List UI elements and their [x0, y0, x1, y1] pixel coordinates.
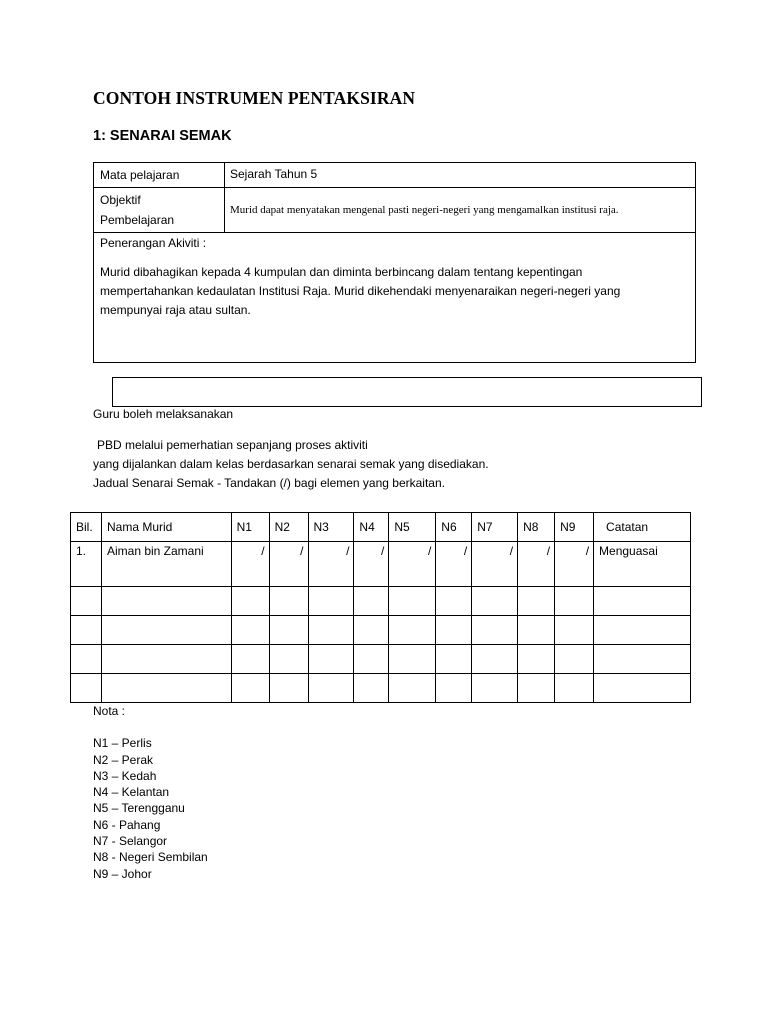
header-n5: N5 [389, 513, 436, 542]
note-item: N9 – Johor [93, 866, 152, 881]
row-catatan: Menguasai [594, 542, 691, 587]
notes-heading: Nota : [93, 704, 126, 718]
paragraph-class: yang dijalankan dalam kelas berdasarkan senarai semak yang disediakan. [93, 457, 489, 471]
activity-row [94, 233, 696, 363]
row-mark-n5: / [389, 542, 436, 587]
row-mark-n1: / [231, 542, 269, 587]
row-mark-n2: / [269, 542, 308, 587]
note-item: N1 – Perlis [93, 736, 152, 751]
row-mark-n7: / [472, 542, 518, 587]
header-n7: N7 [472, 513, 518, 542]
note-item: N4 – Kelantan [93, 785, 170, 800]
section-title: 1: SENARAI SEMAK [93, 128, 232, 144]
header-n2: N2 [269, 513, 308, 542]
page-title: CONTOH INSTRUMEN PENTAKSIRAN [93, 88, 416, 108]
header-name: Nama Murid [101, 513, 231, 542]
row-mark-n9: / [555, 542, 594, 587]
row-mark-n3: / [308, 542, 354, 587]
activity-text-line2: mempertahankan kedaulatan Institusi Raja. Murid dikehendaki menyenaraikan negeri-negeri yang [100, 284, 621, 298]
objective-value: Murid dapat menyatakan mengenal pasti negeri-negeri yang mengamalkan institusi raja. [225, 188, 696, 233]
paragraph-instruction: Jadual Senarai Semak - Tandakan (/) bagi elemen yang berkaitan. [93, 476, 445, 490]
paragraph-pbd: PBD melalui pemerhatian sepanjang proses aktiviti [97, 438, 368, 452]
table-header-row [71, 513, 691, 542]
header-n4: N4 [354, 513, 389, 542]
subject-row [94, 163, 696, 188]
activity-text [100, 263, 689, 320]
note-item: N5 – Terengganu [93, 801, 185, 816]
row-bil: 1. [71, 542, 102, 587]
header-n9: N9 [555, 513, 594, 542]
activity-cell [94, 233, 696, 363]
table-row-empty [71, 674, 691, 703]
activity-label: Penerangan Akiviti : [100, 236, 207, 250]
row-mark-n4: / [354, 542, 389, 587]
checklist-table [70, 512, 691, 703]
table-row [71, 542, 691, 587]
activity-text-line1: Murid dibahagikan kepada 4 kumpulan dan diminta berbincang dalam tentang kepentingan [100, 265, 583, 279]
row-mark-n8: / [518, 542, 555, 587]
empty-box [112, 377, 702, 407]
table-row-empty [71, 645, 691, 674]
note-item: N7 - Selangor [93, 834, 168, 849]
header-n6: N6 [436, 513, 472, 542]
paragraph-guru: Guru boleh melaksanakan [93, 407, 234, 421]
note-item: N2 – Perak [93, 752, 154, 767]
table-row-empty [71, 616, 691, 645]
header-n1: N1 [231, 513, 269, 542]
table-row-empty [71, 587, 691, 616]
header-bil: Bil. [71, 513, 102, 542]
note-item: N3 – Kedah [93, 768, 157, 783]
objective-label [94, 188, 225, 233]
notes-section [93, 703, 208, 882]
row-name: Aiman bin Zamani [101, 542, 231, 587]
info-table [93, 162, 696, 363]
objective-label-line2: Pembelajaran [100, 213, 175, 227]
header-catatan: Catatan [594, 513, 691, 542]
subject-value: Sejarah Tahun 5 [225, 163, 696, 188]
objective-label-line1: Objektif [100, 193, 141, 207]
row-mark-n6: / [436, 542, 472, 587]
header-n8: N8 [518, 513, 555, 542]
note-item: N8 - Negeri Sembilan [93, 850, 208, 865]
header-n3: N3 [308, 513, 354, 542]
note-item: N6 - Pahang [93, 817, 161, 832]
subject-label: Mata pelajaran [94, 163, 225, 188]
objective-row [94, 188, 696, 233]
activity-text-line3: mempunyai raja atau sultan. [100, 303, 251, 317]
